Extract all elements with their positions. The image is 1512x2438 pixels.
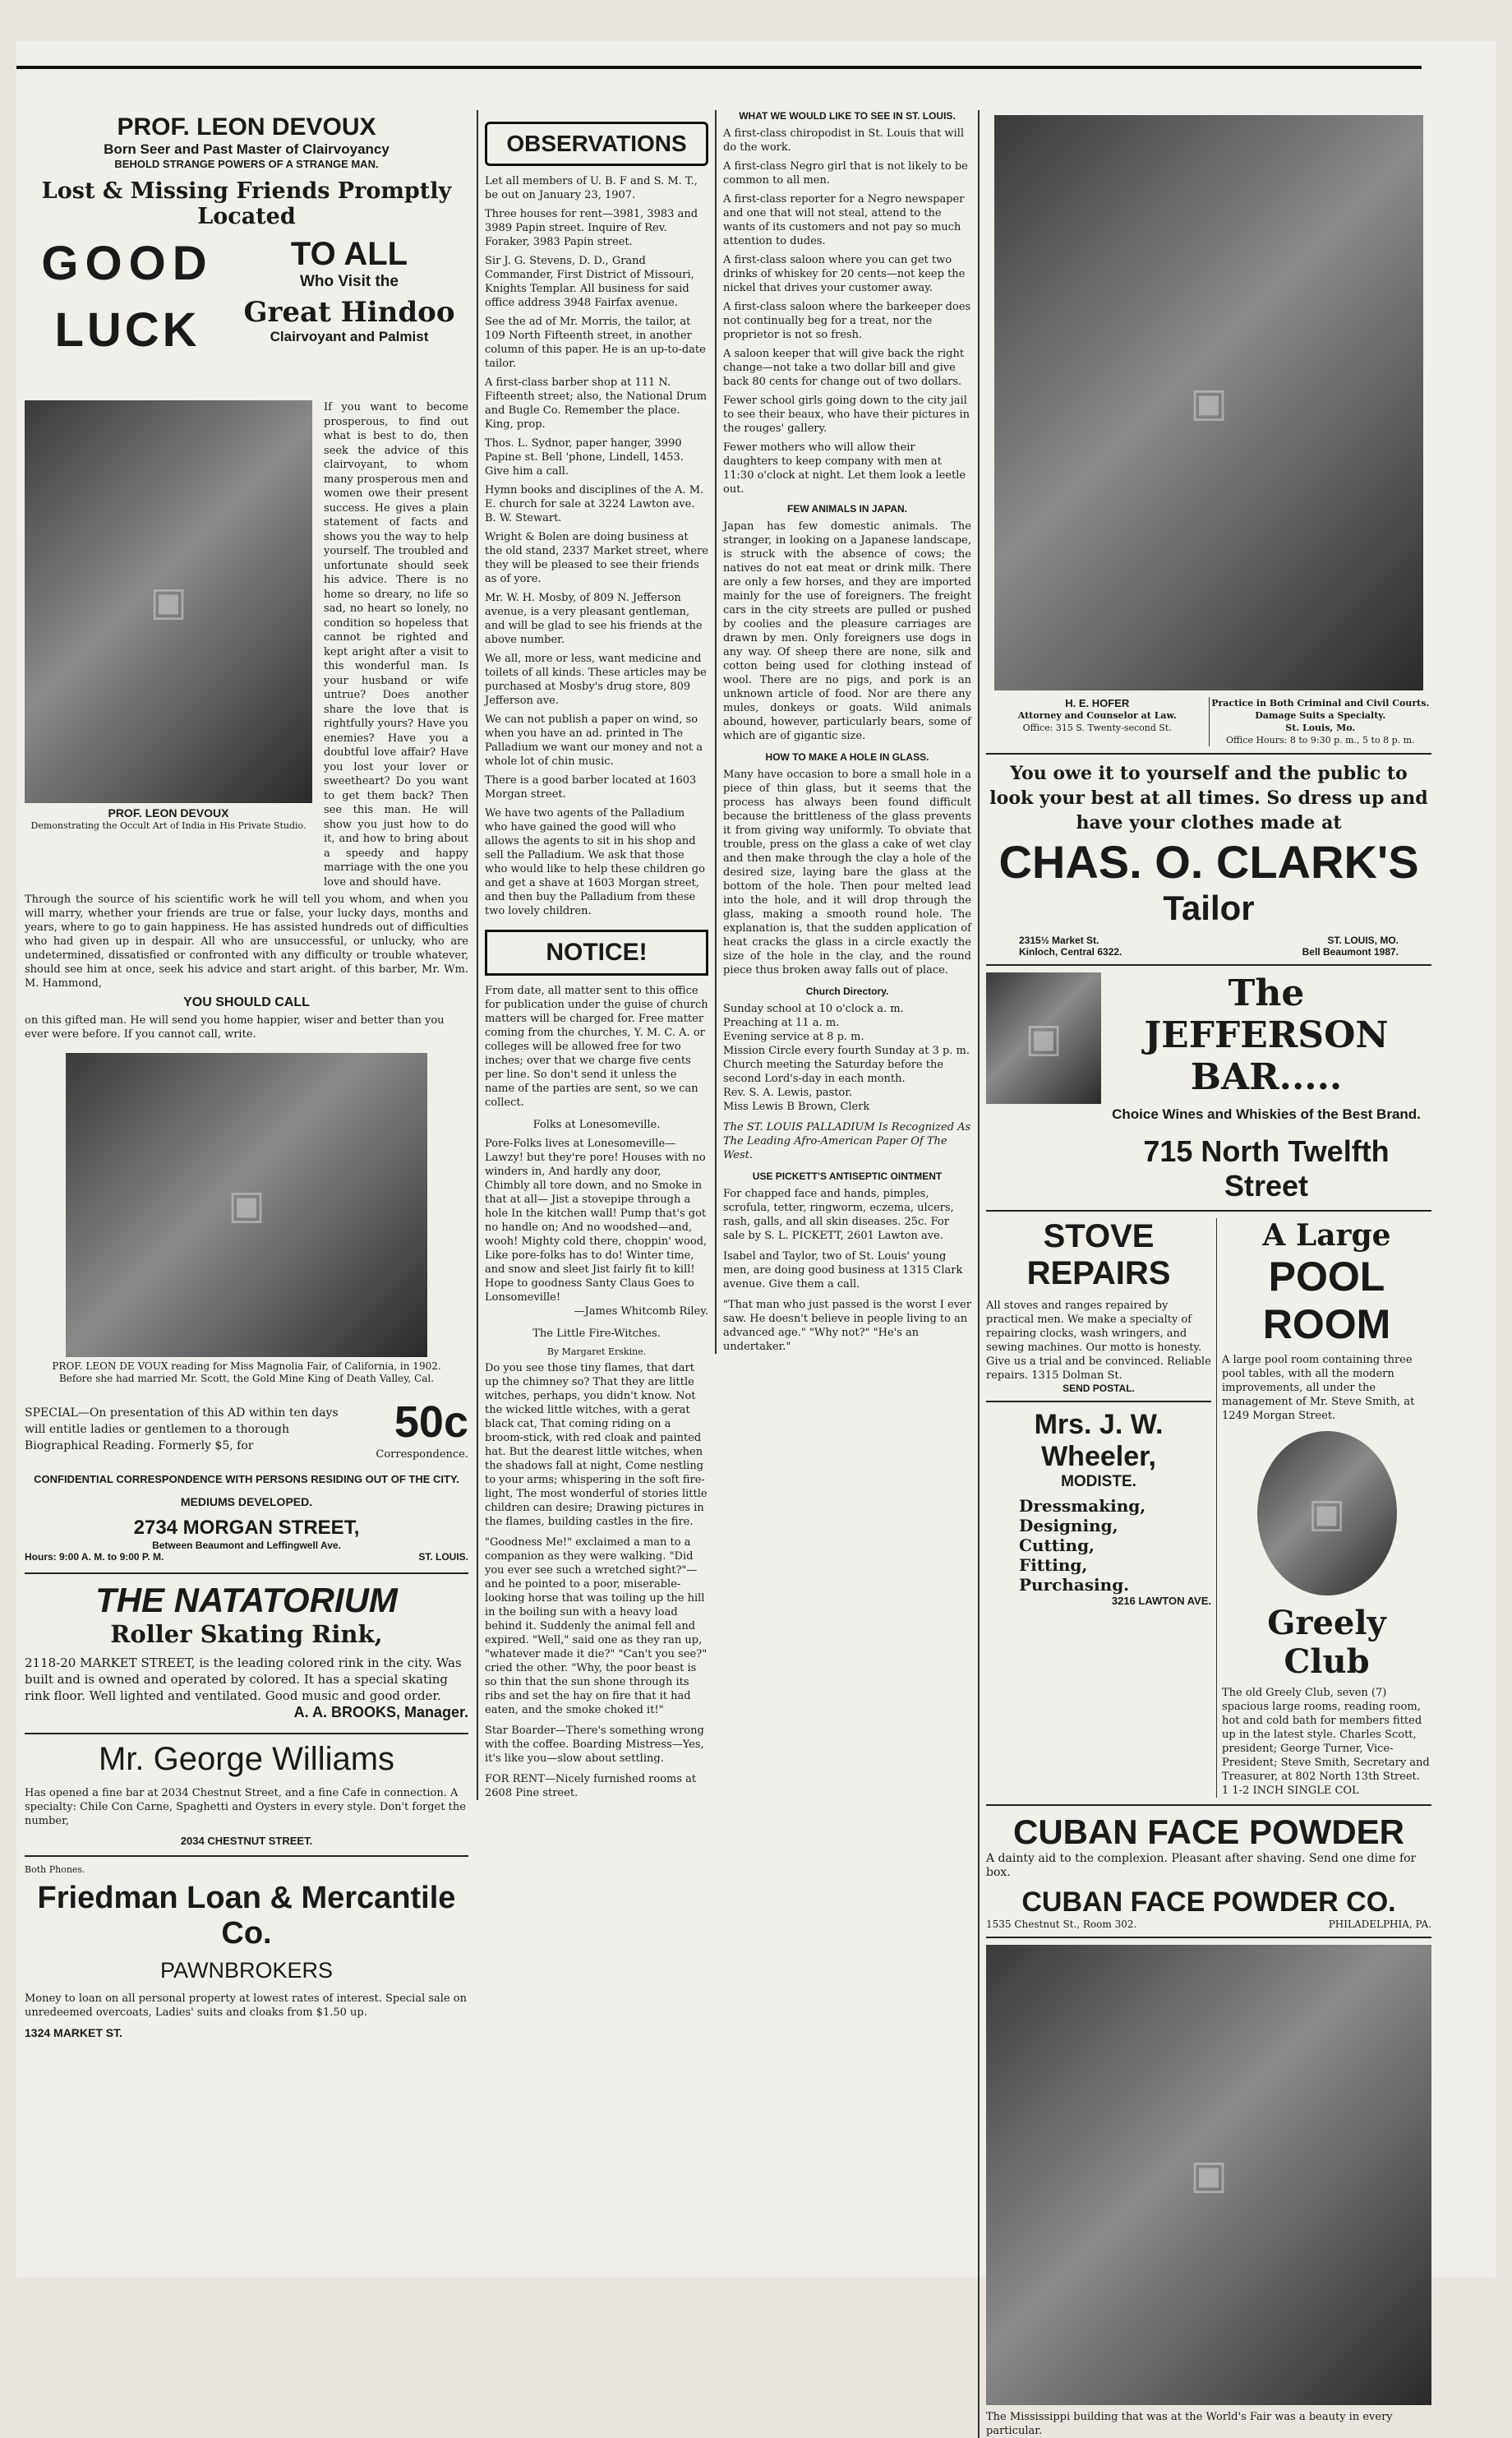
wheeler-service: Dressmaking,: [1019, 1496, 1146, 1516]
to-all: TO ALL: [290, 236, 408, 272]
call-text: on this gifted man. He will send you home happier, wiser and better than you ever were before. If you cannot call, write.: [25, 1014, 445, 1041]
between-line: Between Beaumont and Leffingwell Ave.: [152, 1540, 341, 1551]
cuban-face-powder: CUBAN FACE POWDER: [1012, 1812, 1404, 1851]
boarder-joke: Star Boarder—There's something wrong with the coffee. Boarding Mistress—Yes, it's like you—slow about settling.: [485, 1725, 704, 1765]
folks-title: Folks at Lonesomeville.: [532, 1119, 661, 1131]
rink-text: 2118-20 MARKET STREET, is the leading colored rink in the city. Was built and is owned and operated by colored. It has a special skating rink floor. Well lighted and ventilated. Good music and good order.: [25, 1655, 462, 1703]
send-postal: SEND POSTAL.: [1063, 1383, 1135, 1394]
what-item: Fewer mothers who will allow their daughters to keep company with men at 11:30 o'clock at night. Let them look a leetle out.: [723, 441, 966, 496]
wheeler: Mrs. J. W. Wheeler,: [1034, 1409, 1164, 1472]
column-3: [715, 110, 978, 1354]
cuban-city: PHILADELPHIA, PA.: [1328, 1919, 1431, 1930]
greely-size: 1 1-2 INCH SINGLE COL: [1222, 1785, 1359, 1797]
church-title: Church Directory.: [805, 986, 889, 997]
hours-row: [25, 1551, 468, 1563]
folks-poem: Pore-Folks lives at Lonesomeville— Lawzy! but they're pore! Houses with no winders in, And hardly any door, Chimbly all tore down, and no Smoke in that at all— Jist a stovepipe through a hole In the kitchen wall! Pump that's got no handle on; And no woodshed—and, wooh! Mighty cold there, choppin' wood, Like pore-folks has to do! Winter time, and snow and sleet Jist fairly fit to kill! Hope to goodness Santy Claus Goes to Lonsomeville!: [485, 1138, 708, 1304]
hours: Hours: 9:00 A. M. to 9:00 P. M.: [25, 1551, 164, 1563]
observation-item: Thos. L. Sydnor, paper hanger, 3990 Papine st. Bell 'phone, Lindell, 1453. Give him a call.: [485, 437, 684, 478]
newspaper-page: [16, 41, 1496, 2437]
riley: —James Whitcomb Riley.: [574, 1305, 708, 1318]
hofer-title: Attorney and Counselor at Law.: [1017, 710, 1177, 721]
what-item: A first-class Negro girl that is not likely to be common to all men.: [723, 160, 968, 187]
observation-item: Three houses for rent—3981, 3983 and 3989 Papin street. Inquire of Rev. Foraker, 3983 Papin street.: [485, 208, 698, 248]
notice-header: NOTICE!: [485, 930, 708, 976]
what-list: [723, 127, 971, 496]
for-rent: FOR RENT—Nicely furnished rooms at 2608 Pine street.: [485, 1773, 697, 1799]
stove-pool-row: [986, 1218, 1431, 1798]
body-text: Through the source of his scientific work he will tell you whom, and when you will marry, whether your friends are true or false, your lucky days, months and years, where to go to gain happiness. He has assisted hundreds out of difficulties who had given up in despair. All who are unsuccessful, or unlucky, who are undetermined, dissatisfied or confronted with any difficulty or trouble whatever, should see him at once, seek his advice and start aright. of this barber, Mr. Wm. M. Hammond,: [25, 893, 468, 990]
great-hindoo: Great Hindoo: [243, 296, 455, 329]
george-williams: Mr. George Williams: [98, 1741, 395, 1777]
observation-item: Sir J. G. Stevens, D. D., Grand Commander, First District of Missouri, Knights Templar. All business for said office address 3948 Fairfax avenue.: [485, 255, 694, 309]
greely-club: Greely Club: [1267, 1604, 1386, 1681]
williams-text: Has opened a fine bar at 2034 Chestnut Street, and a fine Cafe in connection. A specialty: Chile Con Carne, Spaghetti and Oysters in every style. Don't forget the number,: [25, 1787, 466, 1827]
animals-text: Japan has few domestic animals. The stranger, in looking on a Japanese landscape, is struck with the absence of cows; the natives do not eat meat or drink milk. There are only a few horses, and they are imported mainly for the use of foreigners. The freight cars in the city streets are pulled or pushed by coolies and the pleasure carriages are drawn by men. Only foreigners use dogs in any way. Of sheep there are none, silk and cotton being used for clothing instead of wool. There are no pigs, and pork is an unknown article of food. Nor are there any mules, donkeys or goats. Wild animals abound, however, particularly bears, some of which are of gigantic size.: [723, 520, 971, 742]
jefferson-bar: The JEFFERSON BAR.....: [1144, 972, 1389, 1098]
wheeler-service: Fitting,: [1019, 1555, 1088, 1575]
jefferson-portrait: ▣: [986, 972, 1101, 1104]
page-frame: [16, 66, 1431, 2437]
observation-item: A first-class barber shop at 111 N. Fifteenth street; also, the National Drum and Bugle Co. Remember the place. King, prop.: [485, 376, 708, 431]
you-should-call: YOU SHOULD CALL: [183, 995, 310, 1009]
pawnbrokers: PAWNBROKERS: [159, 1958, 334, 1983]
church-line: Mission Circle every fourth Sunday at 3 p. m.: [723, 1045, 970, 1057]
good-luck-block: [25, 236, 468, 376]
special-text: SPECIAL—On presentation of this AD within ten days will entitle ladies or gentlemen to a thorough Biographical Reading. Formerly $5, for: [25, 1406, 339, 1452]
stove-text: All stoves and ranges repaired by practical men. We make a specialty of repairing clocks, wash wringers, and sewing machines. Our motto is honesty. Give us a trial and be convinced. Reliable repairs. 1315 Dolman St.: [986, 1300, 1211, 1382]
column-1: [16, 110, 477, 2039]
devoux-photo: ▣: [25, 400, 312, 803]
kinloch: Kinloch, Central 6322.: [1019, 946, 1122, 958]
what-item: Fewer school girls going down to the city jail to see their beaux, who have their pictures in the rouges' gallery.: [723, 395, 970, 435]
pawn-addr: 1324 MARKET ST.: [25, 2026, 123, 2039]
cuban-addr-row: [986, 1919, 1431, 1930]
what-item: A first-class chiropodist in St. Louis that will do the work.: [723, 127, 965, 154]
observation-item: We have two agents of the Palladium who have gained the good will who allows the agents to sit in his shop and sell the Palladium. We ask that those who would like to help these children go and get a shave at 1603 Morgan street, and then buy the Palladium from these two lovely children.: [485, 807, 705, 917]
witches-poem: Do you see those tiny flames, that dart up the chimney so? That they are little witches, perhaps, you didn't know. Not the wicked little witches, with a gerat black cat, That coming riding on a broom-stick, with red cloak and painted hat. But the dearest little witches, when the shadows fall at night, Come nestling to your arms; whispering in the soft fire-light, The most wonderful of stories little children can desire; Drawing pictures in the flames, building castles in the fire.: [485, 1362, 708, 1528]
both-phones: Both Phones.: [25, 1864, 85, 1875]
pickett-title: USE PICKETT'S ANTISEPTIC OINTMENT: [752, 1171, 943, 1182]
witches-title: The Little Fire-Witches.: [532, 1328, 661, 1340]
church-line: Preaching at 11 a. m.: [723, 1017, 840, 1029]
wheeler-service: Cutting,: [1019, 1535, 1095, 1555]
cuban-co: CUBAN FACE POWDER CO.: [1021, 1886, 1396, 1918]
hofer-portrait: ▣: [994, 115, 1423, 690]
column-4: [978, 110, 1438, 2438]
hole-title: HOW TO MAKE A HOLE IN GLASS.: [765, 751, 929, 763]
observation-item: Wright & Bolen are doing business at the old stand, 2337 Market street, where they will be pleased to see their friends as of yore.: [485, 531, 708, 585]
price-50c: 50c: [394, 1397, 468, 1447]
church-line: Church meeting the Saturday before the second Lord's-day in each month.: [723, 1059, 944, 1085]
photo1-caption-name: PROF. LEON DEVOUX: [108, 806, 229, 820]
church-line: Evening service at 8 p. m.: [723, 1031, 864, 1043]
pool-text: A large pool room containing three pool tables, with all the modern improvements, all under the management of Mr. Steve Smith, at 1249 Morgan Street.: [1222, 1354, 1415, 1422]
city-stlouis: ST. LOUIS.: [418, 1551, 468, 1563]
practice-city: St. Louis, Mo.: [1285, 723, 1356, 733]
wheeler-list: [986, 1496, 1211, 1595]
correspondence: Correspondence.: [376, 1448, 468, 1461]
bell-beaumont: Bell Beaumont 1987.: [1302, 946, 1399, 958]
clark-addr: 2315½ Market St.: [1019, 935, 1099, 946]
photo-text-row: [25, 400, 468, 889]
notice-text: From date, all matter sent to this office for publication under the guise of church matters will be charged for. Free matter coming from the churches, Y. M. C. A. or colleges will be allowed free for two inches; over that we charge five cents per line. So don't send it unless the name of the parties are sent, so we can collect.: [485, 985, 708, 1109]
observation-item: Let all members of U. B. F and S. M. T., be out on January 23, 1907.: [485, 175, 698, 201]
what-item: A saloon keeper that will give back the right change—not take a two dollar bill and give back 80 cents for change out of two dollars.: [723, 348, 965, 388]
friedman: Friedman Loan & Mercantile Co.: [37, 1881, 456, 1951]
observation-item: We can not publish a paper on wind, so when you have an ad. printed in The Palladium we want our money and not a whole lot of chin music.: [485, 713, 703, 768]
modiste: MODISTE.: [1061, 1473, 1136, 1490]
special-offer: [25, 1397, 468, 1461]
clark-phone-row: [986, 946, 1431, 958]
clairvoyant-palmist: Clairvoyant and Palmist: [270, 329, 429, 344]
williams-addr: 2034 CHESTNUT STREET.: [180, 1835, 313, 1847]
goodness-story: "Goodness Me!" exclaimed a man to a companion as they were walking. "Did you ever see such a wretched sight?"—and he pointed to a poor, miserable-looking horse that was toiling up the hill in the boiling sun with a heavy load behind it. Suddenly the animal fell and expired. "Well," said one as they ran up, "whatever made it die?" "Can't you see?" cried the other. "Why, the poor beast is so thin that the sun shone through its ribs and set the hay on fire that it had eaten, and the smoke choked it!": [485, 1536, 708, 1716]
church-line: Sunday school at 10 o'clock a. m.: [723, 1003, 904, 1015]
observation-item: Mr. W. H. Mosby, of 809 N. Jefferson avenue, is a very pleasant gentleman, and will be glad to see his friends at the above number.: [485, 592, 703, 646]
greely-text: The old Greely Club, seven (7) spacious large rooms, reading room, hot and cold bath for members fitted up in the latest style. Charles Scott, president; George Turner, Vice-President; Steve Smith, Secretary and Treasurer, at 802 North 13th Street.: [1222, 1687, 1430, 1783]
church-line: Miss Lewis B Brown, Clerk: [723, 1101, 870, 1113]
cuban-text: A dainty aid to the complexion. Pleasant after shaving. Send one dime for box.: [986, 1852, 1417, 1879]
photo2-caption: PROF. LEON DE VOUX reading for Miss Magnolia Fair, of California, in 1902. Before she had married Mr. Scott, the Gold Mine King of Death Valley, Cal.: [52, 1360, 441, 1384]
mississippi-caption: The Mississippi building that was at the World's Fair was a beauty in every particular.: [986, 2411, 1393, 2437]
pickett-text: For chapped face and hands, pimples, scrofula, tetter, ringworm, eczema, ulcers, rash, galls, and all skin diseases. 25c. For sale by S. L. PICKETT, 2601 Lawton ave.: [723, 1188, 954, 1242]
jefferson-addr: 715 North Twelfth Street: [1143, 1134, 1390, 1203]
hofer-office: Office: 315 S. Twenty-second St.: [1022, 723, 1172, 733]
church-line: Rev. S. A. Lewis, pastor.: [723, 1087, 853, 1099]
hofer-name: H. E. HOFER: [1065, 697, 1130, 709]
palladium-line: The ST. LOUIS PALLADIUM Is Recognized As The Leading Afro-American Paper Of The West.: [723, 1121, 971, 1161]
clark-lead: You owe it to yourself and the public to look your best at all times. So dress up and have your clothes made at: [989, 763, 1428, 833]
wheeler-service: Purchasing.: [1019, 1575, 1130, 1595]
what-title: WHAT WE WOULD LIKE TO SEE IN ST. LOUIS.: [739, 110, 956, 122]
jefferson-sub: Choice Wines and Whiskies of the Best Brand.: [1112, 1106, 1421, 1122]
cuban-addr: 1535 Chestnut St., Room 302.: [986, 1919, 1137, 1930]
clark-tailor: Tailor: [1163, 889, 1255, 927]
hole-text: Many have occasion to bore a small hole in a piece of thin glass, but it seems that the process has always been found difficult because the brittleness of the glass prevents it from giving way uniformly. To obviate that trouble, press on the glass a cake of wet clay and then make through the clay a hole of the desired size, laying bare the glass at the bottom of the hole. Then pour melted lead into the hole, and it will drop through the glass, making a smooth round hole. The explanation is, that the sudden application of heat cracks the glass in a circle exactly the size of the hole in the clay, and the round piece thus broken away falls out of place.: [723, 769, 971, 977]
jefferson-block: [986, 972, 1431, 1203]
undertaker-quote: "That man who just passed is the worst I ever saw. He doesn't believe in people living to an advanced age." "Why not?" "He's an undertaker.": [723, 1299, 971, 1353]
reading-photo: ▣: [66, 1053, 427, 1357]
practice: Practice in Both Criminal and Civil Courts. Damage Suits a Specialty.: [1211, 698, 1430, 721]
prof-sub1: Born Seer and Past Master of Clairvoyancy: [104, 141, 390, 157]
observations-header: OBSERVATIONS: [485, 122, 708, 166]
clark-addr-row: [986, 935, 1431, 946]
skating-rink: Roller Skating Rink,: [110, 1620, 383, 1648]
large: A Large: [1262, 1218, 1391, 1253]
clark-city: ST. LOUIS, MO.: [1327, 935, 1399, 946]
pool-room: POOL ROOM: [1262, 1254, 1391, 1347]
what-item: A first-class reporter for a Negro newspaper and one that will not steal, attend to the wants of its customers and not pay so much attention to dudes.: [723, 193, 965, 247]
observation-item: Hymn books and disciplines of the A. M. E. church for sale at 3224 Lawton ave. B. W. Stewart.: [485, 484, 704, 524]
mediums: MEDIUMS DEVELOPED.: [180, 1495, 313, 1508]
confidential: CONFIDENTIAL CORRESPONDENCE WITH PERSONS RESIDING OUT OF THE CITY.: [34, 1473, 459, 1485]
witches-author: By Margaret Erskine.: [546, 1346, 647, 1357]
luck-word: LUCK: [54, 303, 201, 357]
church-list: [723, 1002, 971, 1114]
wheeler-service: Designing,: [1019, 1516, 1118, 1535]
isabel-text: Isabel and Taylor, two of St. Louis' young men, are doing good business at 1315 Clark avenue. Give them a call.: [723, 1250, 963, 1291]
greely-portrait: ▣: [1257, 1431, 1397, 1595]
good-word: GOOD: [41, 237, 214, 290]
mississippi-building-photo: ▣: [986, 1945, 1431, 2405]
prof-sub2: BEHOLD STRANGE POWERS OF A STRANGE MAN.: [114, 158, 379, 170]
what-item: A first-class saloon where the barkeeper does not continually beg for a treat, nor the proprietor is not so fresh.: [723, 301, 971, 341]
wheeler-addr: 3216 LAWTON AVE.: [1111, 1595, 1211, 1607]
side-text: If you want to become prosperous, to find out what is best to do, then seek the advice of this clairvoyant, to whom many prosperous men and women owe their present success. He gives a plain statement of facts and shows you the way to help yourself. The troubled and unfortunate should seek his advice. There is no home so dreary, no life so sad, no heart so lonely, no condition so hopeless that cannot be righted and kept aright after a visit to this wonderful man. Is your husband or wife untrue? Does another share the love that is rightfully yours? Have you enemies? Have you a doubtful love affair? Have you lost your lover or sweetheart? Do you want to get them back? Then see this man. He will show you just how to do it, and how to bring about a speedy and happy marriage with the one you love and should have.: [324, 401, 468, 889]
hofer-block: [986, 697, 1431, 746]
morgan-street: 2734 MORGAN STREET,: [133, 1517, 360, 1539]
natatorium: THE NATATORIUM: [95, 1581, 398, 1619]
photo1-caption: Demonstrating the Occult Art of India in His Private Studio.: [30, 820, 307, 831]
brooks-manager: A. A. BROOKS, Manager.: [293, 1704, 468, 1720]
stove-repairs: STOVE REPAIRS: [1026, 1218, 1171, 1291]
lost-line: Lost & Missing Friends Promptly Located: [41, 178, 452, 229]
clark-name: CHAS. O. CLARK'S: [998, 836, 1419, 888]
column-2: [477, 110, 715, 1800]
pawn-text: Money to loan on all personal property at lowest rates of interest. Special sale on unredeemed overcoats, Ladies' suits and cloaks from $1.50 up.: [25, 1992, 467, 2019]
what-item: A first-class saloon where you can get two drinks of whiskey for 20 cents—not keep the nickel that drives your customer away.: [723, 254, 966, 294]
office-hours: Office Hours: 8 to 9:30 p. m., 5 to 8 p. m.: [1225, 735, 1415, 746]
prof-name: PROF. LEON DEVOUX: [117, 113, 376, 141]
animals-title: FEW ANIMALS IN JAPAN.: [787, 503, 907, 515]
observation-item: There is a good barber located at 1603 Morgan street.: [485, 774, 697, 801]
observation-item: We all, more or less, want medicine and toilets of all kinds. These articles may be purchased at Mosby's drug store, 809 Jefferson ave.: [485, 653, 707, 707]
observation-item: See the ad of Mr. Morris, the tailor, at 109 North Fifteenth street, in another column of this paper. He is an up-to-date tailor.: [485, 316, 706, 370]
observations-list: [485, 174, 708, 918]
who-visit: Who Visit the: [300, 273, 399, 290]
